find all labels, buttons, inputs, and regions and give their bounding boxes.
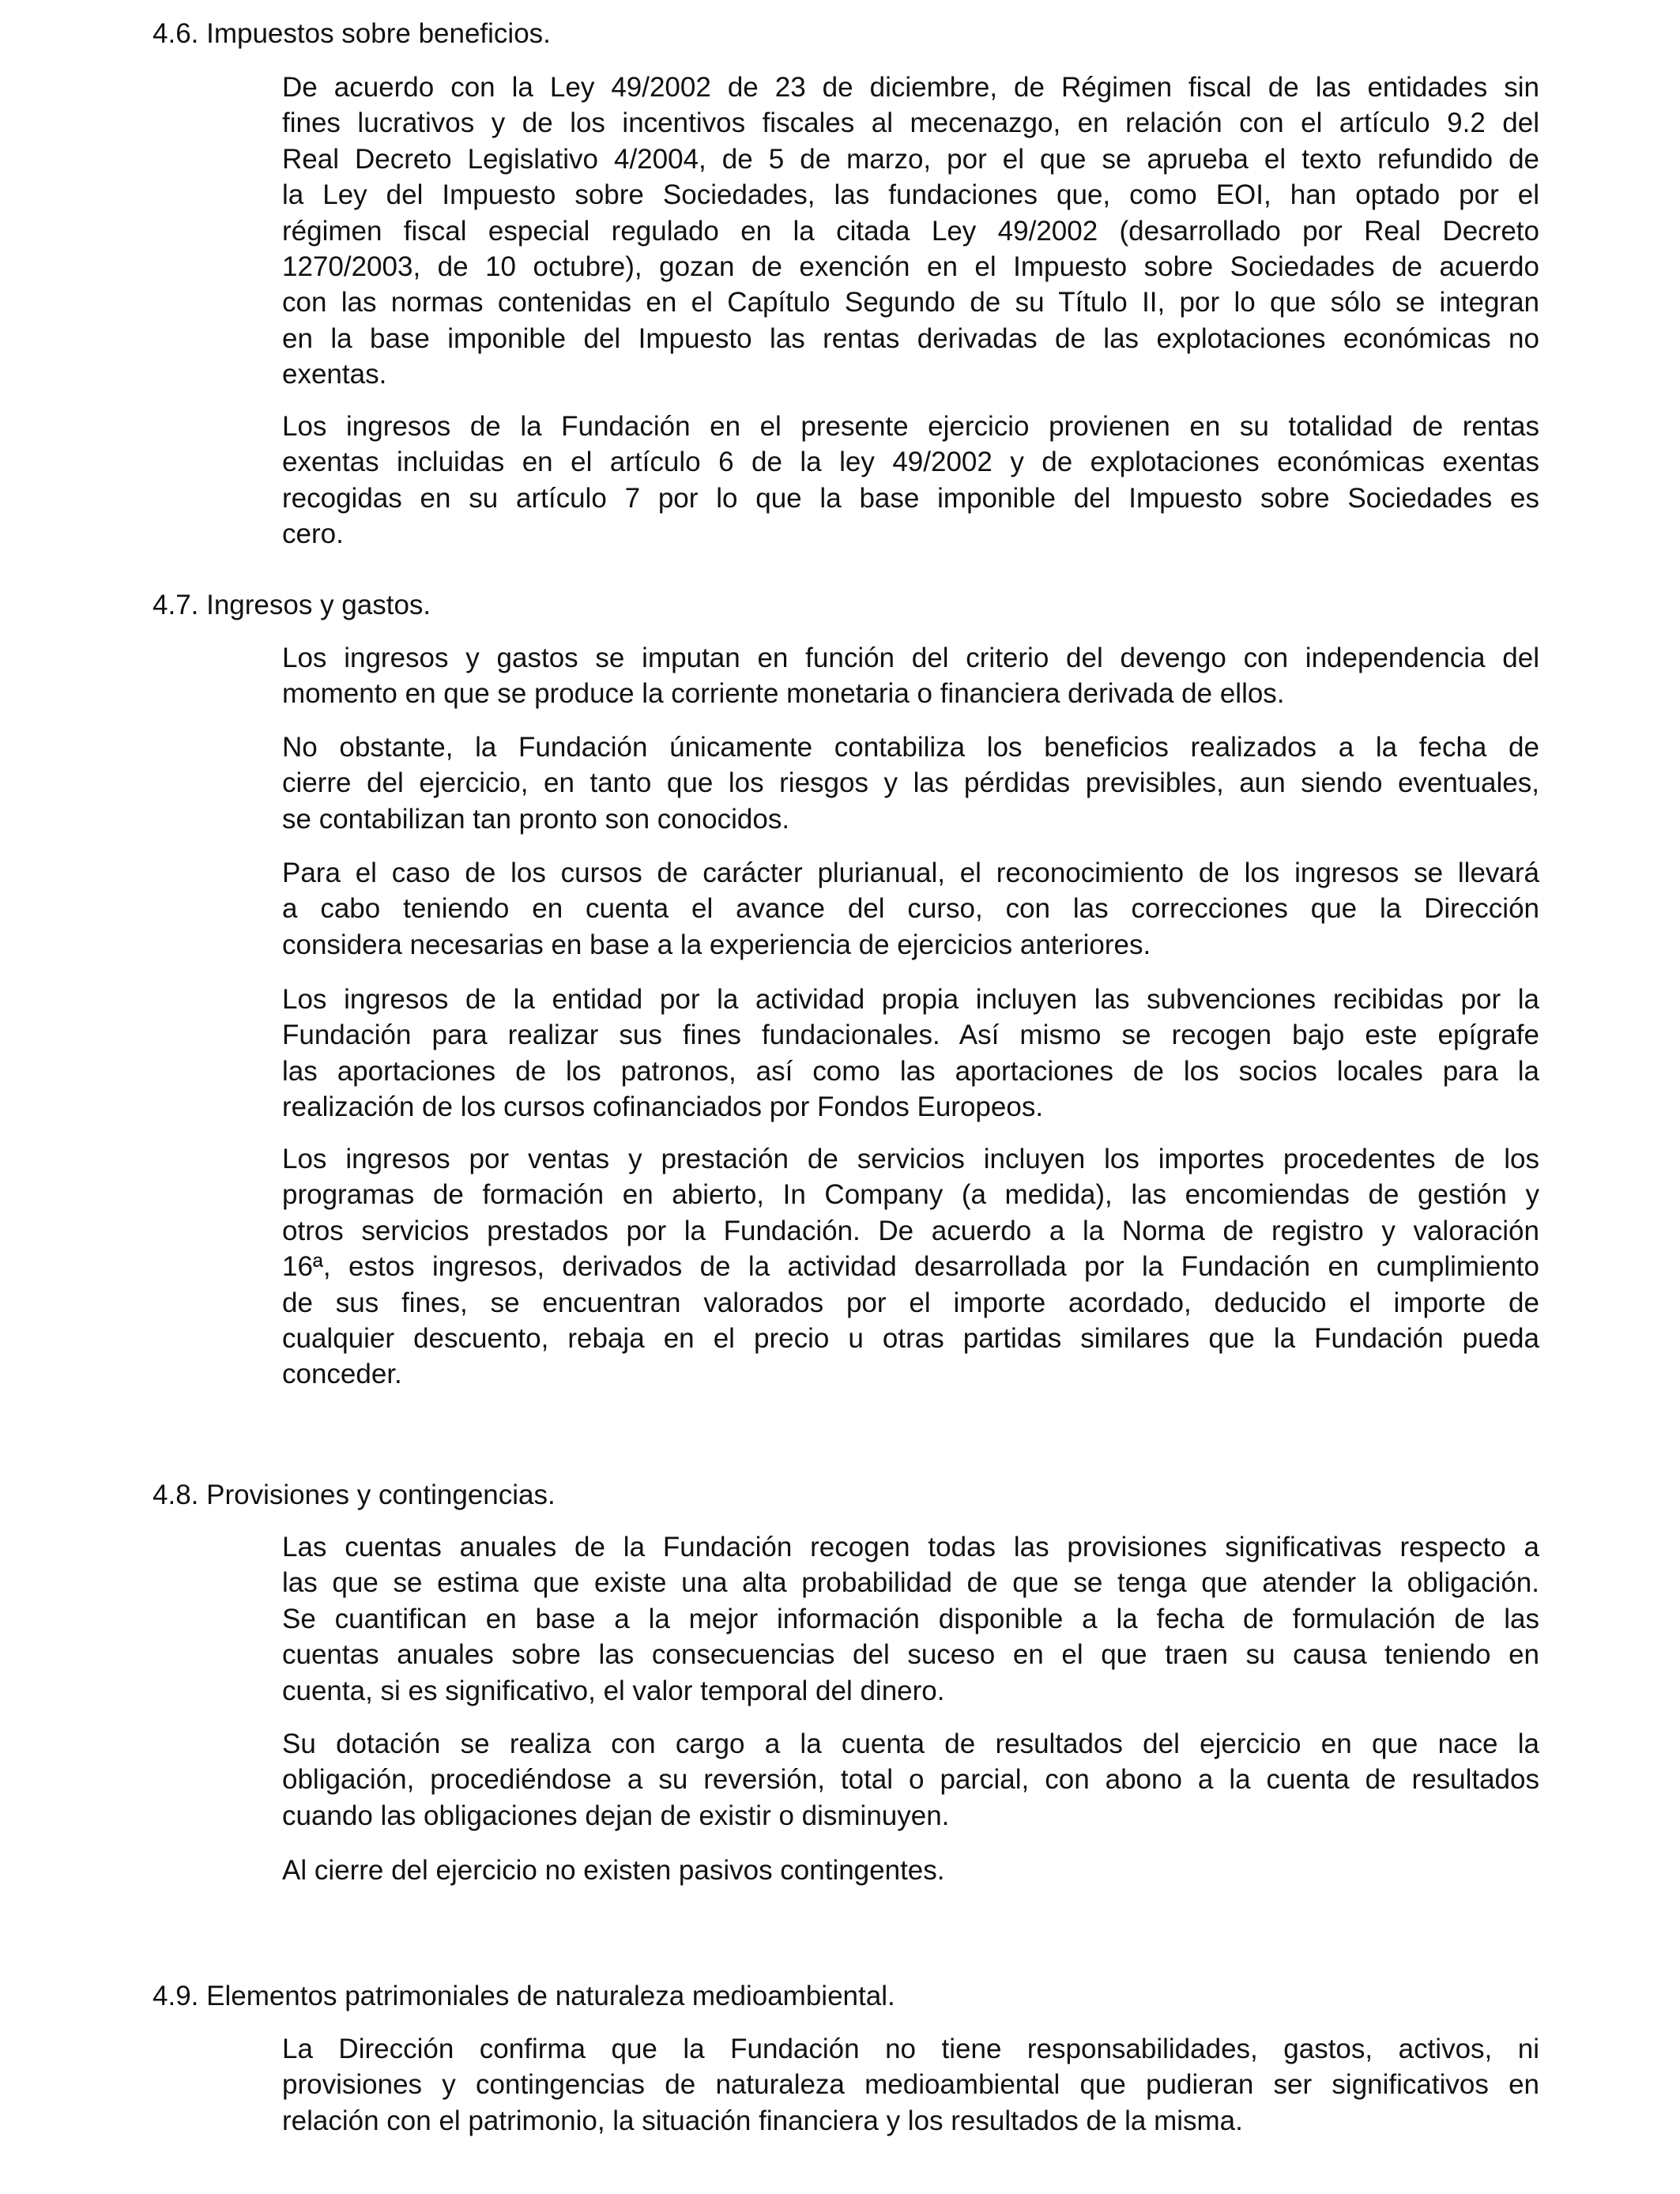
- text-line: en la base imponible del Impuesto las rentas derivadas de las explotaciones económicas no: [282, 322, 1539, 354]
- text-line: las que se estima que existe una alta probabilidad de que se tenga que atender la obligación.: [282, 1567, 1539, 1599]
- text-line: recogidas en su artículo 7 por lo que la base imponible del Impuesto sobre Sociedades es: [282, 482, 1539, 514]
- text-line: Al cierre del ejercicio no existen pasivos contingentes.: [282, 1855, 945, 1886]
- paragraph-4-7-5: [282, 1141, 1539, 1393]
- section-heading-4-9: 4.9. Elementos patrimoniales de naturaleza medioambiental.: [153, 1981, 895, 2011]
- text-line: Los ingresos por ventas y prestación de servicios incluyen los importes procedentes de los: [282, 1144, 1539, 1174]
- text-line: De acuerdo con la Ley 49/2002 de 23 de diciembre, de Régimen fiscal de las entidades sin: [282, 72, 1539, 103]
- section-heading-4-6: 4.6. Impuestos sobre beneficios.: [153, 18, 551, 49]
- text-line: Fundación para realizar sus fines fundacionales. Así mismo se recogen bajo este epígrafe: [282, 1020, 1539, 1051]
- paragraph-4-6-2: [282, 409, 1539, 552]
- text-line: Para el caso de los cursos de carácter plurianual, el reconocimiento de los ingresos se llevará: [282, 858, 1539, 888]
- text-line: exentas incluidas en el artículo 6 de la ley 49/2002 y de explotaciones económicas exentas: [282, 447, 1539, 478]
- text-line: exentas.: [282, 359, 387, 390]
- text-line: Se cuantifican en base a la mejor información disponible a la fecha de formulación de las: [282, 1603, 1539, 1634]
- text-line: momento en que se produce la corriente monetaria o financiera derivada de ellos.: [282, 678, 1285, 710]
- text-line: conceder.: [282, 1359, 402, 1390]
- text-line: 16ª, estos ingresos, derivados de la actividad desarrollada por la Fundación en cumplimiento: [282, 1251, 1539, 1283]
- text-line: Su dotación se realiza con cargo a la cuenta de resultados del ejercicio en que nace la: [282, 1728, 1539, 1759]
- text-line: cualquier descuento, rebaja en el precio u otras partidas similares que la Fundación pueda: [282, 1323, 1539, 1355]
- text-line: cuentas anuales sobre las consecuencias del suceso en el que traen su causa teniendo en: [282, 1639, 1539, 1671]
- paragraph-4-7-2: [282, 729, 1539, 837]
- text-line: programas de formación en abierto, In Company (a medida), las encomiendas de gestión y: [282, 1179, 1539, 1211]
- text-line: considera necesarias en base a la experiencia de ejercicios anteriores.: [282, 929, 1151, 960]
- text-line: provisiones y contingencias de naturaleza medioambiental que pudieran ser significativos en: [282, 2069, 1539, 2101]
- text-line: de sus fines, se encuentran valorados por el importe acordado, deducido el importe de: [282, 1287, 1539, 1318]
- text-line: Real Decreto Legislativo 4/2004, de 5 de marzo, por el que se aprueba el texto refundido de: [282, 143, 1539, 175]
- text-line: cierre del ejercicio, en tanto que los riesgos y las pérdidas previsibles, aun siendo eventuales,: [282, 767, 1539, 799]
- section-heading-4-7: 4.7. Ingresos y gastos.: [153, 590, 431, 620]
- text-line: cero.: [282, 518, 344, 550]
- text-line: obligación, procediéndose a su reversión, total o parcial, con abono a la cuenta de resultados: [282, 1764, 1539, 1796]
- text-line: Los ingresos de la entidad por la actividad propia incluyen las subvenciones recibidas por la: [282, 984, 1539, 1015]
- text-line: realización de los cursos cofinanciados por Fondos Europeos.: [282, 1091, 1044, 1123]
- text-line: Los ingresos y gastos se imputan en función del criterio del devengo con independencia del: [282, 643, 1539, 673]
- text-line: la Ley del Impuesto sobre Sociedades, las fundaciones que, como EOI, han optado por el: [282, 179, 1539, 211]
- paragraph-4-8-2: [282, 1726, 1539, 1834]
- text-line: se contabilizan tan pronto son conocidos.: [282, 803, 790, 835]
- text-line: 1270/2003, de 10 octubre), gozan de exención en el Impuesto sobre Sociedades de acuerdo: [282, 251, 1539, 283]
- text-line: las aportaciones de los patronos, así como las aportaciones de los socios locales para la: [282, 1055, 1539, 1087]
- text-line: No obstante, la Fundación únicamente contabiliza los beneficios realizados a la fecha de: [282, 732, 1539, 763]
- text-line: La Dirección confirma que la Fundación no tiene responsabilidades, gastos, activos, ni: [282, 2034, 1539, 2064]
- text-line: relación con el patrimonio, la situación financiera y los resultados de la misma.: [282, 2105, 1243, 2136]
- text-line: régimen fiscal especial regulado en la citada Ley 49/2002 (desarrollado por Real Decreto: [282, 215, 1539, 247]
- text-line: otros servicios prestados por la Fundación. De acuerdo a la Norma de registro y valoración: [282, 1215, 1539, 1246]
- paragraph-4-6-1: [282, 70, 1539, 393]
- text-line: fines lucrativos y de los incentivos fiscales al mecenazgo, en relación con el artículo 9.2 del: [282, 107, 1539, 139]
- section-heading-4-8: 4.8. Provisiones y contingencias.: [153, 1480, 556, 1510]
- text-line: con las normas contenidas en el Capítulo Segundo de su Título II, por lo que sólo se integran: [282, 287, 1539, 319]
- text-line: a cabo teniendo en cuenta el avance del curso, con las correcciones que la Dirección: [282, 893, 1539, 925]
- paragraph-4-7-4: [282, 982, 1539, 1125]
- text-line: Las cuentas anuales de la Fundación recogen todas las provisiones significativas respecto a: [282, 1532, 1539, 1563]
- paragraph-4-8-3: [282, 1853, 1539, 1888]
- paragraph-4-8-1: [282, 1529, 1539, 1709]
- text-line: cuenta, si es significativo, el valor temporal del dinero.: [282, 1675, 945, 1706]
- paragraph-4-7-3: [282, 855, 1539, 963]
- text-line: cuando las obligaciones dejan de existir o disminuyen.: [282, 1800, 950, 1831]
- paragraph-4-9-1: [282, 2031, 1539, 2139]
- paragraph-4-7-1: [282, 640, 1539, 712]
- text-line: Los ingresos de la Fundación en el presente ejercicio provienen en su totalidad de rentas: [282, 411, 1539, 442]
